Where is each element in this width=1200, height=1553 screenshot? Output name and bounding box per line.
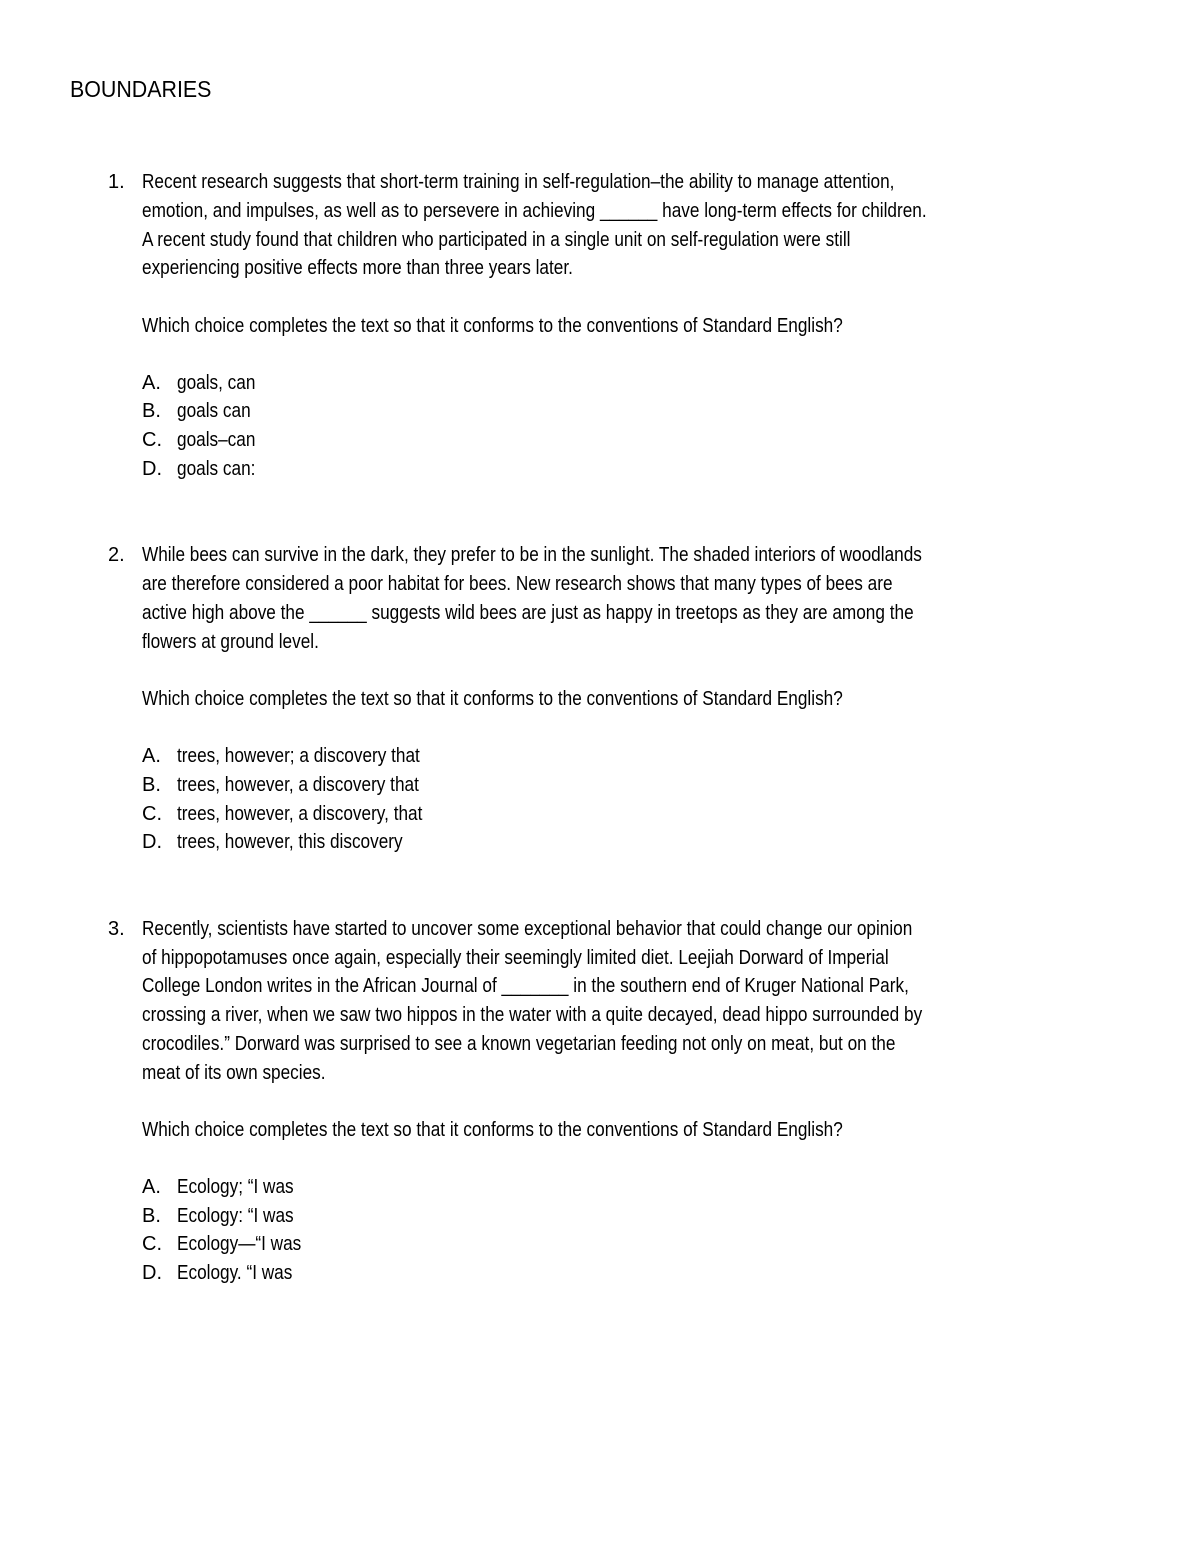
option-text: trees, however; a discovery that bbox=[177, 744, 420, 767]
answer-option[interactable] bbox=[0, 828, 1200, 857]
answer-option[interactable] bbox=[0, 397, 1200, 426]
question-number: 1. bbox=[108, 171, 125, 193]
answer-option[interactable] bbox=[0, 1259, 1200, 1288]
question bbox=[0, 168, 1200, 484]
option-letter: A. bbox=[142, 371, 161, 394]
option-text: trees, however, this discovery bbox=[177, 831, 403, 854]
option-letter: B. bbox=[142, 1204, 161, 1227]
option-letter: B. bbox=[142, 400, 161, 423]
passage-line: flowers at ground level. bbox=[142, 630, 319, 653]
question-number: 3. bbox=[108, 917, 125, 940]
passage-line: crossing a river, when we saw two hippos in the water with a quite decayed, dead hippo surrounded by bbox=[142, 1004, 923, 1027]
option-text: goals–can bbox=[177, 429, 256, 452]
passage-line: emotion, and impulses, as well as to persevere in achieving ______ have long-term effects for children. bbox=[142, 199, 927, 222]
question-list bbox=[0, 168, 1200, 1346]
passage-line: of hippopotamuses once again, especially their seemingly limited diet. Leejiah Dorward of Imperial bbox=[142, 946, 889, 969]
passage-line: experiencing positive effects more than three years later. bbox=[142, 257, 573, 280]
passage-line: are therefore considered a poor habitat for bees. New research shows that many types of bees are bbox=[142, 573, 893, 596]
option-letter: D. bbox=[142, 1262, 162, 1285]
option-text: Ecology: “I was bbox=[177, 1204, 294, 1227]
option-letter: A. bbox=[142, 1175, 161, 1198]
question-prompt: Which choice completes the text so that it conforms to the conventions of Standard English? bbox=[142, 1119, 843, 1142]
option-letter: C. bbox=[142, 802, 162, 825]
option-letter: D. bbox=[142, 831, 162, 854]
answer-option[interactable] bbox=[0, 1173, 1200, 1202]
question-number: 2. bbox=[108, 544, 125, 567]
spacer bbox=[0, 657, 1200, 686]
spacer bbox=[0, 283, 1200, 312]
answer-options bbox=[0, 1173, 1200, 1288]
answer-option[interactable] bbox=[0, 426, 1200, 455]
answer-option[interactable] bbox=[0, 742, 1200, 771]
answer-option[interactable] bbox=[0, 1230, 1200, 1259]
answer-options bbox=[0, 742, 1200, 857]
passage-line: A recent study found that children who participated in a single unit on self-regulation were still bbox=[142, 228, 851, 251]
answer-option[interactable] bbox=[0, 1202, 1200, 1231]
question bbox=[0, 541, 1200, 857]
passage-line: meat of its own species. bbox=[142, 1061, 326, 1084]
question-prompt: Which choice completes the text so that it conforms to the conventions of Standard English? bbox=[142, 314, 843, 337]
option-letter: C. bbox=[142, 429, 162, 452]
option-letter: C. bbox=[142, 1233, 162, 1256]
passage-line: crocodiles.” Dorward was surprised to see a known vegetarian feeding not only on meat, but on the bbox=[142, 1032, 896, 1055]
passage-line: Recently, scientists have started to uncover some exceptional behavior that could change our opinion bbox=[142, 917, 913, 940]
spacer bbox=[0, 1088, 1200, 1117]
question bbox=[0, 915, 1200, 1288]
question-prompt: Which choice completes the text so that it conforms to the conventions of Standard English? bbox=[142, 688, 843, 711]
answer-options bbox=[0, 369, 1200, 484]
option-text: Ecology—“I was bbox=[177, 1233, 302, 1256]
option-text: goals can: bbox=[177, 457, 256, 480]
answer-option[interactable] bbox=[0, 800, 1200, 829]
option-letter: B. bbox=[142, 773, 161, 796]
option-text: goals, can bbox=[177, 371, 256, 394]
answer-option[interactable] bbox=[0, 771, 1200, 800]
option-text: trees, however, a discovery, that bbox=[177, 802, 423, 825]
passage-line: College London writes in the African Journal of _______ in the southern end of Kruger National Park, bbox=[142, 975, 909, 998]
option-text: Ecology. “I was bbox=[177, 1262, 293, 1285]
passage-line: active high above the ______ suggests wild bees are just as happy in treetops as they are among the bbox=[142, 601, 914, 624]
option-letter: D. bbox=[142, 457, 162, 480]
passage-line: While bees can survive in the dark, they prefer to be in the sunlight. The shaded interiors of woodlands bbox=[142, 544, 922, 567]
spacer bbox=[0, 714, 1200, 743]
passage-line: Recent research suggests that short-term training in self-regulation–the ability to manage attention, bbox=[142, 171, 895, 193]
answer-option[interactable] bbox=[0, 369, 1200, 398]
option-text: Ecology; “I was bbox=[177, 1175, 294, 1198]
spacer bbox=[0, 1145, 1200, 1174]
answer-option[interactable] bbox=[0, 455, 1200, 484]
spacer bbox=[0, 341, 1200, 370]
option-text: goals can bbox=[177, 400, 251, 423]
option-text: trees, however, a discovery that bbox=[177, 773, 419, 796]
option-letter: A. bbox=[142, 744, 161, 767]
document-title: BOUNDARIES bbox=[70, 76, 212, 102]
